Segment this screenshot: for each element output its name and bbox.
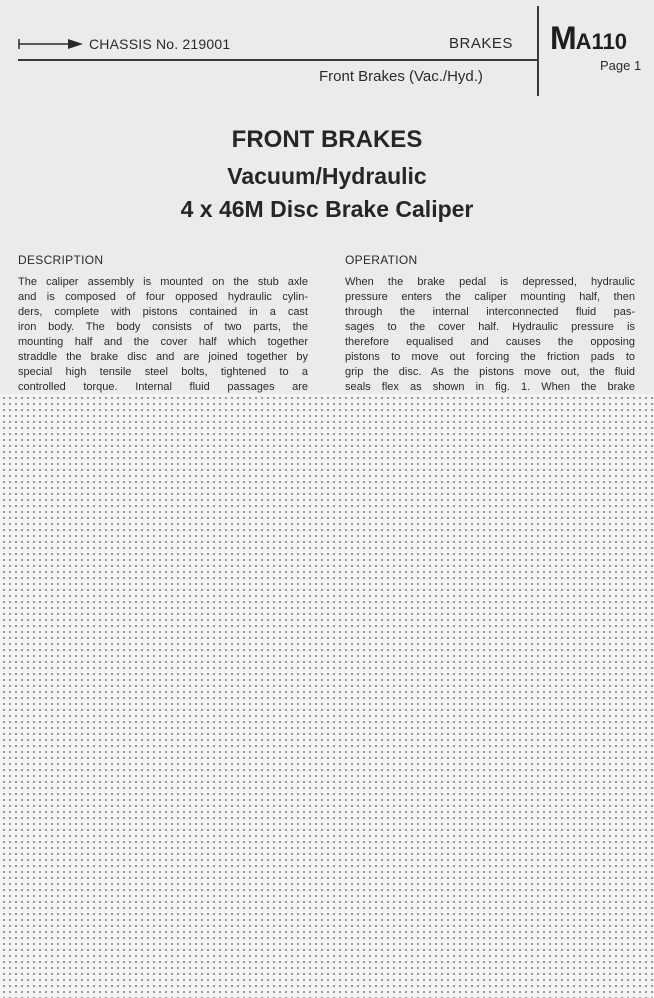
header-divider [537, 6, 539, 96]
description-heading: DESCRIPTION [18, 253, 104, 267]
description-column [18, 253, 308, 395]
page-number: Page 1 [600, 58, 642, 73]
operation-line: grip the disc. As the pistons move out, the fluid [345, 366, 635, 378]
operation-line: seals flex as shown in fig. 1. When the brake [345, 381, 635, 393]
description-line: special high tensile steel bolts, tightened to a [18, 366, 308, 378]
operation-line: therefore equalised and causes the opposing [345, 336, 635, 348]
page-subtitle: Vacuum/Hydraulic [227, 163, 427, 189]
code-number: A110 [575, 29, 628, 54]
description-line: iron body. The body consists of two parts, the [18, 321, 308, 333]
description-line: mounting half and the cover half which together [18, 336, 308, 348]
chassis-number: CHASSIS No. 219001 [89, 36, 231, 52]
description-line: ders, complete with pistons contained in a cast [18, 306, 308, 318]
description-line: and is composed of four opposed hydraulic cylin- [18, 291, 308, 303]
section-name: BRAKES [449, 35, 513, 52]
page-subtitle-2: 4 x 46M Disc Brake Caliper [180, 196, 474, 222]
operation-line: through the internal interconnected fluid pas- [345, 306, 635, 318]
arrow-right-icon [18, 37, 84, 51]
page-title: FRONT BRAKES [231, 126, 423, 153]
header-rule [18, 59, 538, 61]
operation-line: pistons to move out forcing the friction pads to [345, 351, 635, 363]
operation-line: pressure enters the caliper mounting half, then [345, 291, 635, 303]
description-line: The caliper assembly is mounted on the stub axle [18, 276, 308, 288]
dotted-mask [0, 394, 654, 998]
description-line: straddle the brake disc and are joined together by [18, 351, 308, 363]
code-prefix: M [550, 20, 576, 56]
operation-heading: OPERATION [345, 253, 418, 267]
operation-column [345, 253, 635, 395]
description-line: controlled torque. Internal fluid passages are [18, 381, 308, 393]
operation-line: sages to the cover half. Hydraulic pressure is [345, 321, 635, 333]
subsection-name: Front Brakes (Vac./Hyd.) [319, 68, 483, 85]
document-code [550, 20, 627, 57]
operation-line: When the brake pedal is depressed, hydraulic [345, 276, 635, 288]
